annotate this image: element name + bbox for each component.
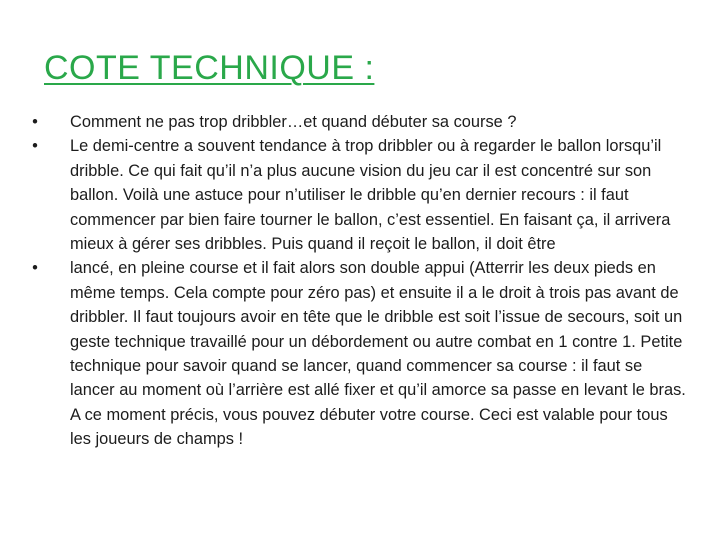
slide-title: COTE TECHNIQUE : xyxy=(44,49,375,87)
bullet-text: Le demi-centre a souvent tendance à trop dribbler ou à regarder le ballon lorsqu’il dribble. Ce qui fait qu’il n’a plus aucune vision du jeu car il est concentré sur son ballon. Voilà une astuce pour n’utiliser le dribble qu’en dernier recours : il faut commencer par bien faire tourner le ballon, c’est essentiel. En faisant ça, il arrivera mieux à gérer ses dribbles. Puis quand il reçoit le ballon, il doit être xyxy=(70,137,671,254)
bullet-text: Comment ne pas trop dribbler…et quand débuter sa course ? xyxy=(70,113,517,131)
bullet-dot-icon: • xyxy=(32,259,38,278)
bullet-dot-icon: • xyxy=(32,113,38,131)
bullet-item-1 xyxy=(28,110,688,134)
bullet-item-2 xyxy=(28,134,688,256)
bullet-item-3 xyxy=(28,256,688,451)
bullet-text: lancé, en pleine course et il fait alors son double appui (Atterrir les deux pieds en même temps. Cela compte pour zéro pas) et ensuite il a le droit à trois pas avant de dribbler. Il faut toujours avoir en tête que le dribble est soit l’issue de secours, soit un geste technique travaillé pour un débordement ou autre combat en 1 contre 1. Petite technique pour savoir quand se lancer, quand commencer sa course : il faut se lancer au moment où l’arrière est allé fixer et qu’il amorce sa passe en levant le bras. A ce moment précis, vous pouvez débuter votre course. Ceci est valable pour tous les joueurs de champs ! xyxy=(70,259,686,449)
bullet-list xyxy=(28,110,688,452)
bullet-dot-icon: • xyxy=(32,137,38,156)
